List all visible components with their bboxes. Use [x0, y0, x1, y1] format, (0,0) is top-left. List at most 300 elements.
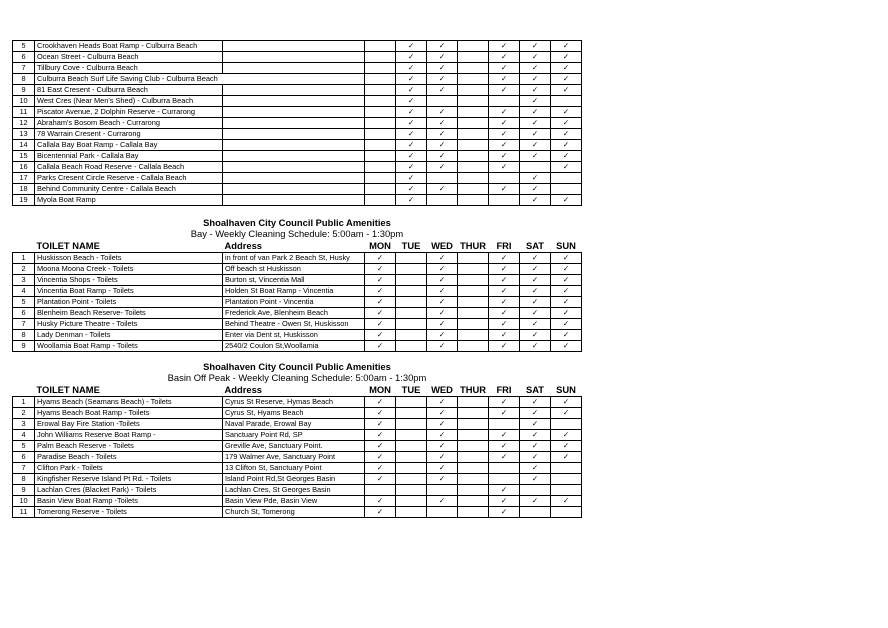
cell-mon: ✓: [365, 507, 396, 518]
cell-sun: ✓: [551, 41, 582, 52]
table-row: [13, 452, 613, 463]
table-row: [13, 496, 613, 507]
toilet-name: Woollamia Boat Ramp - Toilets: [35, 341, 223, 352]
cell-mon: ✓: [365, 408, 396, 419]
cell-tue: [396, 286, 427, 297]
cell-sun: [551, 485, 582, 496]
address: [223, 63, 365, 74]
toilet-name: 78 Warrain Cresent - Currarong: [35, 129, 223, 140]
cell-thur: [458, 253, 489, 264]
cell-sat: ✓: [520, 297, 551, 308]
cell-thur: [458, 463, 489, 474]
cell-fri: ✓: [489, 430, 520, 441]
table-row: [13, 341, 613, 352]
cell-sat: ✓: [520, 496, 551, 507]
cell-sat: ✓: [520, 430, 551, 441]
cell-fri: ✓: [489, 140, 520, 151]
cell-fri: ✓: [489, 275, 520, 286]
cell-tue: [396, 507, 427, 518]
toilet-name: Hyams Beach (Seamans Beach) - Toilets: [35, 397, 223, 408]
cell-sun: ✓: [551, 63, 582, 74]
cell-mon: ✓: [365, 319, 396, 330]
cell-fri: ✓: [489, 408, 520, 419]
cell-wed: ✓: [427, 253, 458, 264]
cell-thur: [458, 96, 489, 107]
cell-mon: [365, 173, 396, 184]
cell-wed: [427, 485, 458, 496]
toilet-name: Hyams Beach Boat Ramp - Toilets: [35, 408, 223, 419]
cell-mon: ✓: [365, 286, 396, 297]
cell-wed: ✓: [427, 41, 458, 52]
cell-sun: [551, 474, 582, 485]
schedule-table: [12, 240, 613, 352]
address: Naval Parade, Erowal Bay: [223, 419, 365, 430]
table-row: [13, 319, 613, 330]
row-number: 10: [13, 96, 35, 107]
cell-fri: ✓: [489, 441, 520, 452]
table-row: [13, 308, 613, 319]
toilet-name: Behind Community Centre - Callala Beach: [35, 184, 223, 195]
address: [223, 140, 365, 151]
cell-mon: [365, 52, 396, 63]
address: [223, 41, 365, 52]
cell-sun: ✓: [551, 52, 582, 63]
cell-wed: ✓: [427, 85, 458, 96]
toilet-name: Vincentia Boat Ramp - Toilets: [35, 286, 223, 297]
cell-mon: ✓: [365, 474, 396, 485]
cell-mon: [365, 96, 396, 107]
header-day-tue: TUE: [401, 240, 421, 251]
row-number: 16: [13, 162, 35, 173]
cell-fri: ✓: [489, 129, 520, 140]
cell-sun: ✓: [551, 74, 582, 85]
cell-sat: ✓: [520, 96, 551, 107]
cell-tue: [396, 496, 427, 507]
cell-sat: ✓: [520, 184, 551, 195]
cell-thur: [458, 52, 489, 63]
cell-tue: [396, 441, 427, 452]
toilet-name: Piscator Avenue, 2 Dolphin Reserve - Currarong: [35, 107, 223, 118]
toilet-name: 81 East Cresent - Culburra Beach: [35, 85, 223, 96]
table-row: [13, 264, 613, 275]
address: [223, 151, 365, 162]
cell-mon: ✓: [365, 463, 396, 474]
cell-mon: ✓: [365, 419, 396, 430]
table-row: [13, 151, 613, 162]
table-row: [13, 74, 613, 85]
cell-thur: [458, 74, 489, 85]
row-number: 6: [13, 308, 35, 319]
cell-sat: ✓: [520, 151, 551, 162]
cell-tue: [396, 330, 427, 341]
address: Plantation Point - Vincentia: [223, 297, 365, 308]
header-number: [13, 384, 35, 397]
cell-thur: [458, 507, 489, 518]
address: Basin View Pde, Basin View: [223, 496, 365, 507]
cell-mon: ✓: [365, 253, 396, 264]
cell-fri: ✓: [489, 118, 520, 129]
cell-mon: [365, 162, 396, 173]
table-row: [13, 41, 613, 52]
cell-tue: ✓: [396, 107, 427, 118]
cell-wed: ✓: [427, 452, 458, 463]
cell-thur: [458, 129, 489, 140]
cell-wed: ✓: [427, 419, 458, 430]
cell-mon: ✓: [365, 297, 396, 308]
cell-thur: [458, 341, 489, 352]
cell-sun: ✓: [551, 129, 582, 140]
row-number: 3: [13, 419, 35, 430]
cell-tue: [396, 297, 427, 308]
row-number: 8: [13, 474, 35, 485]
table-row: [13, 507, 613, 518]
toilet-name: Kingfisher Reserve Island Pt Rd. - Toilets: [35, 474, 223, 485]
address: Burton st, Vincentia Mall: [223, 275, 365, 286]
toilet-name: Parks Cresent Circle Reserve - Callala Beach: [35, 173, 223, 184]
address: Frederick Ave, Blenheim Beach: [223, 308, 365, 319]
cell-sun: [551, 96, 582, 107]
row-number: 14: [13, 140, 35, 151]
table-row: [13, 162, 613, 173]
table-row: [13, 474, 613, 485]
cell-sat: ✓: [520, 474, 551, 485]
cell-sat: ✓: [520, 140, 551, 151]
cell-fri: ✓: [489, 507, 520, 518]
address: Behind Theatre - Owen St, Huskisson: [223, 319, 365, 330]
cell-mon: ✓: [365, 430, 396, 441]
header-day-thur: THUR: [459, 240, 487, 251]
cell-wed: ✓: [427, 341, 458, 352]
cell-fri: ✓: [489, 184, 520, 195]
row-number: 5: [13, 41, 35, 52]
row-number: 8: [13, 330, 35, 341]
toilet-name: Ocean Street - Culburra Beach: [35, 52, 223, 63]
cell-sat: ✓: [520, 463, 551, 474]
cell-fri: [489, 173, 520, 184]
cell-mon: [365, 129, 396, 140]
header-address: Address: [224, 240, 263, 251]
cell-tue: [396, 397, 427, 408]
cell-tue: [396, 408, 427, 419]
table-row: [13, 184, 613, 195]
address: [223, 118, 365, 129]
cell-mon: ✓: [365, 496, 396, 507]
table-row: [13, 118, 613, 129]
cell-thur: [458, 264, 489, 275]
cell-tue: ✓: [396, 52, 427, 63]
cell-sat: ✓: [520, 129, 551, 140]
header-row: [13, 240, 613, 253]
cell-wed: ✓: [427, 308, 458, 319]
cell-sat: ✓: [520, 195, 551, 206]
table-row: [13, 195, 613, 206]
cell-sat: ✓: [520, 341, 551, 352]
table-row: [13, 286, 613, 297]
cell-tue: [396, 485, 427, 496]
address: [223, 173, 365, 184]
row-number: 1: [13, 397, 35, 408]
toilet-name: Myola Boat Ramp: [35, 195, 223, 206]
cell-tue: [396, 341, 427, 352]
cell-sat: ✓: [520, 173, 551, 184]
address: 13 Clifton St, Sanctuary Point: [223, 463, 365, 474]
cell-sun: ✓: [551, 264, 582, 275]
toilet-name: Clifton Park - Toilets: [35, 463, 223, 474]
cell-tue: ✓: [396, 151, 427, 162]
cell-tue: [396, 308, 427, 319]
table-row: [13, 330, 613, 341]
cell-sat: ✓: [520, 253, 551, 264]
cell-sat: ✓: [520, 264, 551, 275]
cell-fri: ✓: [489, 286, 520, 297]
cell-thur: [458, 297, 489, 308]
cell-mon: [365, 195, 396, 206]
cell-tue: [396, 474, 427, 485]
row-number: 11: [13, 507, 35, 518]
table-row: [13, 463, 613, 474]
table-row: [13, 408, 613, 419]
cell-thur: [458, 275, 489, 286]
table-row: [13, 63, 613, 74]
header-day-mon: MON: [369, 240, 391, 251]
cell-wed: [427, 195, 458, 206]
header-toilet-name: TOILET NAME: [36, 384, 100, 395]
cell-wed: ✓: [427, 408, 458, 419]
table-row: [13, 397, 613, 408]
cell-wed: ✓: [427, 107, 458, 118]
cell-thur: [458, 397, 489, 408]
row-number: 18: [13, 184, 35, 195]
toilet-name: Basin View Boat Ramp -Toilets: [35, 496, 223, 507]
toilet-name: Lachlan Cres (Blacket Park) - Toilets: [35, 485, 223, 496]
header-toilet-name: TOILET NAME: [36, 240, 100, 251]
address: Off beach st Huskisson: [223, 264, 365, 275]
cell-sat: ✓: [520, 52, 551, 63]
cell-tue: ✓: [396, 118, 427, 129]
address: Holden St Boat Ramp - Vincentia: [223, 286, 365, 297]
cell-fri: ✓: [489, 485, 520, 496]
cell-thur: [458, 107, 489, 118]
cell-wed: [427, 96, 458, 107]
cell-mon: ✓: [365, 264, 396, 275]
schedule-table: [12, 384, 613, 518]
cell-sun: ✓: [551, 297, 582, 308]
cell-sun: ✓: [551, 308, 582, 319]
cell-mon: [365, 74, 396, 85]
cell-wed: ✓: [427, 151, 458, 162]
toilet-name: Tillbury Cove - Culburra Beach: [35, 63, 223, 74]
row-number: 3: [13, 275, 35, 286]
address: [223, 74, 365, 85]
header-day-fri: FRI: [496, 240, 512, 251]
cell-tue: ✓: [396, 74, 427, 85]
cell-tue: [396, 463, 427, 474]
row-number: 8: [13, 74, 35, 85]
table-row: [13, 52, 613, 63]
cell-mon: ✓: [365, 441, 396, 452]
cell-mon: ✓: [365, 452, 396, 463]
cell-tue: ✓: [396, 85, 427, 96]
toilet-name: Husky Picture Theatre - Toilets: [35, 319, 223, 330]
toilet-name: Moona Moona Creek - Toilets: [35, 264, 223, 275]
row-number: 19: [13, 195, 35, 206]
cell-fri: ✓: [489, 297, 520, 308]
cell-thur: [458, 195, 489, 206]
toilet-name: Callala Beach Road Reserve - Callala Beach: [35, 162, 223, 173]
cell-mon: [365, 184, 396, 195]
table-row: [13, 107, 613, 118]
table-row: [13, 253, 613, 264]
row-number: 13: [13, 129, 35, 140]
cell-fri: ✓: [489, 264, 520, 275]
cell-fri: ✓: [489, 162, 520, 173]
table-row: [13, 485, 613, 496]
header-day-fri: FRI: [496, 384, 512, 395]
cell-tue: [396, 419, 427, 430]
cell-thur: [458, 419, 489, 430]
cell-tue: [396, 275, 427, 286]
cell-tue: [396, 430, 427, 441]
cell-thur: [458, 162, 489, 173]
cell-sat: ✓: [520, 441, 551, 452]
cell-fri: ✓: [489, 85, 520, 96]
cell-wed: ✓: [427, 140, 458, 151]
row-number: 17: [13, 173, 35, 184]
row-number: 9: [13, 341, 35, 352]
cell-tue: ✓: [396, 41, 427, 52]
row-number: 10: [13, 496, 35, 507]
cell-thur: [458, 474, 489, 485]
cell-tue: [396, 319, 427, 330]
header-address: Address: [224, 384, 263, 395]
row-number: 15: [13, 151, 35, 162]
cell-fri: ✓: [489, 308, 520, 319]
header-day-thur: THUR: [459, 384, 487, 395]
toilet-name: Bicentennial Park - Callala Bay: [35, 151, 223, 162]
cell-sun: ✓: [551, 195, 582, 206]
cell-fri: ✓: [489, 341, 520, 352]
address: [223, 129, 365, 140]
address: Lachlan Cres, St Georges Basin: [223, 485, 365, 496]
row-number: 9: [13, 85, 35, 96]
cell-wed: ✓: [427, 319, 458, 330]
cell-sun: ✓: [551, 85, 582, 96]
cell-wed: ✓: [427, 397, 458, 408]
address: [223, 184, 365, 195]
address: [223, 195, 365, 206]
cell-fri: ✓: [489, 319, 520, 330]
cell-fri: [489, 195, 520, 206]
cell-sun: ✓: [551, 441, 582, 452]
cell-thur: [458, 330, 489, 341]
cell-thur: [458, 151, 489, 162]
cell-sun: ✓: [551, 107, 582, 118]
cell-wed: ✓: [427, 129, 458, 140]
cell-mon: ✓: [365, 330, 396, 341]
cell-sun: ✓: [551, 341, 582, 352]
address: Cyrus St, Hyams Beach: [223, 408, 365, 419]
cell-mon: ✓: [365, 397, 396, 408]
cell-thur: [458, 441, 489, 452]
row-number: 7: [13, 463, 35, 474]
cell-mon: [365, 151, 396, 162]
toilet-name: Erowal Bay Fire Station -Toilets: [35, 419, 223, 430]
table-row: [13, 85, 613, 96]
cell-tue: ✓: [396, 63, 427, 74]
table-row: [13, 96, 613, 107]
cell-mon: [365, 107, 396, 118]
cell-wed: ✓: [427, 118, 458, 129]
cell-mon: ✓: [365, 275, 396, 286]
cell-sat: ✓: [520, 85, 551, 96]
cell-wed: ✓: [427, 496, 458, 507]
cell-thur: [458, 118, 489, 129]
cell-sun: [551, 507, 582, 518]
toilet-name: Abraham's Bosom Beach - Currarong: [35, 118, 223, 129]
toilet-name: Callala Bay Boat Ramp - Callala Bay: [35, 140, 223, 151]
cell-thur: [458, 319, 489, 330]
table-row: [13, 275, 613, 286]
cell-tue: ✓: [396, 162, 427, 173]
cell-tue: [396, 264, 427, 275]
cell-fri: ✓: [489, 496, 520, 507]
cell-sun: ✓: [551, 275, 582, 286]
cell-mon: ✓: [365, 308, 396, 319]
address: Church St, Tomerong: [223, 507, 365, 518]
header-day-mon: MON: [369, 384, 391, 395]
cell-wed: ✓: [427, 286, 458, 297]
table-row: [13, 430, 613, 441]
toilet-name: Lady Denman - Toilets: [35, 330, 223, 341]
row-number: 4: [13, 286, 35, 297]
cell-sun: ✓: [551, 162, 582, 173]
cell-fri: ✓: [489, 330, 520, 341]
cell-sat: ✓: [520, 74, 551, 85]
cell-fri: ✓: [489, 397, 520, 408]
table-row: [13, 419, 613, 430]
cell-mon: [365, 41, 396, 52]
address: Cyrus St Reserve, Hymas Beach: [223, 397, 365, 408]
cell-wed: ✓: [427, 264, 458, 275]
cell-sun: [551, 184, 582, 195]
cell-sun: ✓: [551, 151, 582, 162]
cell-sun: ✓: [551, 408, 582, 419]
row-number: 11: [13, 107, 35, 118]
toilet-name: Tomerong Reserve - Toilets: [35, 507, 223, 518]
cell-sat: ✓: [520, 308, 551, 319]
header-number: [13, 240, 35, 253]
cell-thur: [458, 85, 489, 96]
cell-fri: ✓: [489, 151, 520, 162]
address: Sanctuary Point Rd, SP: [223, 430, 365, 441]
address: [223, 107, 365, 118]
cell-mon: [365, 140, 396, 151]
cell-wed: ✓: [427, 474, 458, 485]
row-number: 9: [13, 485, 35, 496]
cell-fri: [489, 96, 520, 107]
cell-fri: ✓: [489, 452, 520, 463]
address: [223, 85, 365, 96]
cell-wed: ✓: [427, 330, 458, 341]
toilet-name: Palm Beach Reserve - Toilets: [35, 441, 223, 452]
cell-sun: ✓: [551, 286, 582, 297]
row-number: 2: [13, 408, 35, 419]
cell-thur: [458, 184, 489, 195]
cell-sat: ✓: [520, 107, 551, 118]
cell-thur: [458, 63, 489, 74]
cell-sun: [551, 463, 582, 474]
row-number: 1: [13, 253, 35, 264]
